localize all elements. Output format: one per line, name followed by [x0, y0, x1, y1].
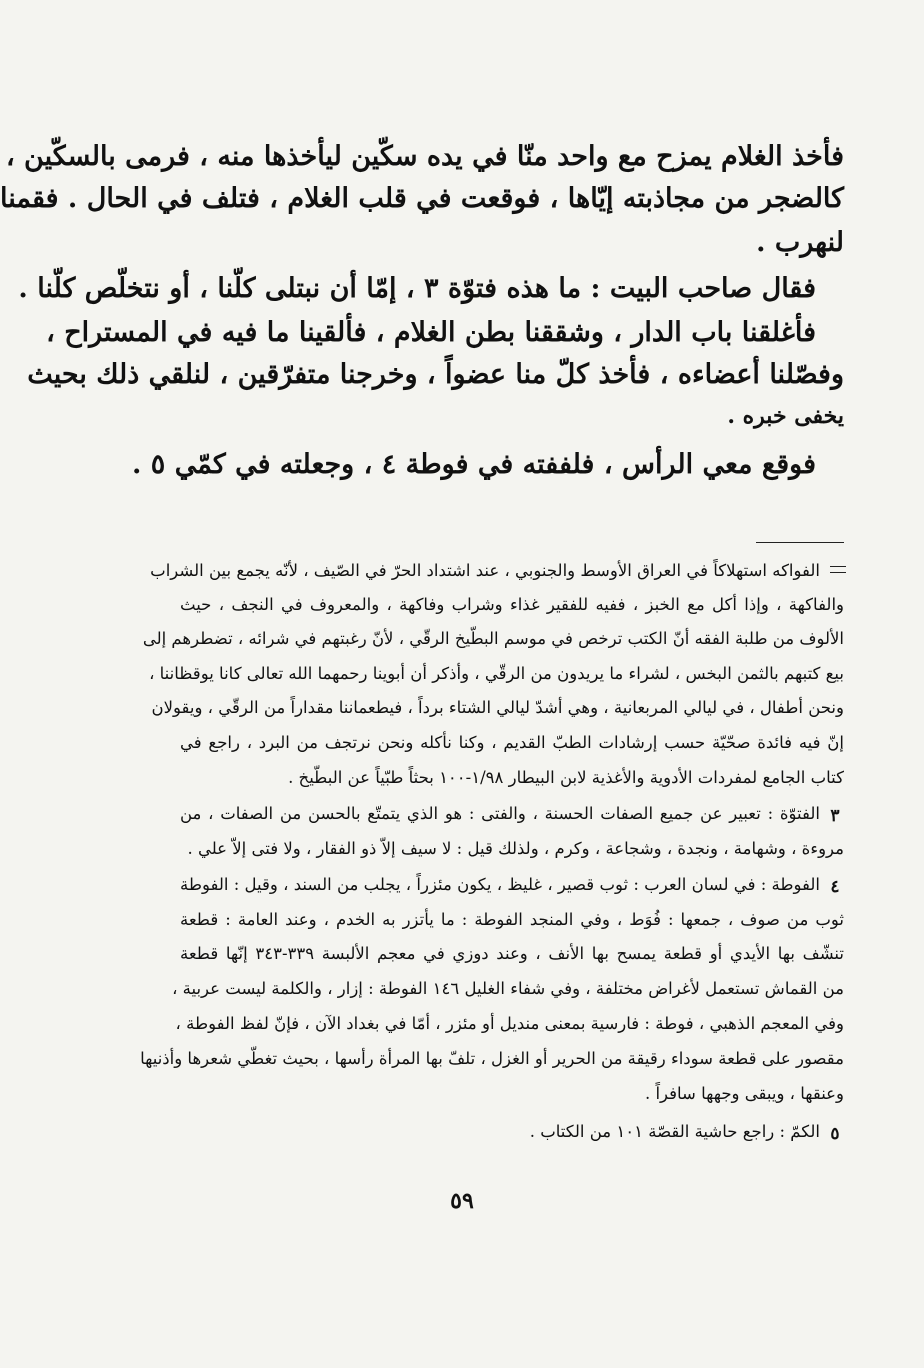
- footnote-separator: [756, 542, 844, 543]
- main-text-line: كالضجر من مجاذبته إيّاها ، فوقعت في قلب الغلام ، فتلف في الحال . فقمنا: [0, 183, 844, 214]
- main-text-line: فأغلقنا باب الدار ، وشققنا بطن الغلام ، فألقينا ما فيه في المستراح ،: [46, 317, 816, 348]
- footnote-line: الألوف من طلبة الفقه أنّ الكتب ترخص في موسم البطّيخ الرقّي ، لأنّ رغبتهم في شرائه ، تضطرهم إلى: [142, 629, 844, 648]
- footnote-line: كتاب الجامع لمفردات الأدوية والأغذية لابن البيطار ١/٩٨-١٠٠ بحثاً طبّياً عن البطّيخ .: [288, 768, 844, 787]
- main-text-line: فقال صاحب البيت : ما هذه فتوّة ٣ ، إمّا أن نبتلى كلّنا ، أو نتخلّص كلّنا .: [18, 273, 816, 304]
- footnote-line: من القماش تستعمل لأغراض مختلفة ، وفي شفاء الغليل ١٤٦ الفوطة : إزار ، والكلمة ليست عربية ،: [172, 979, 844, 998]
- footnote-line: الكمّ : راجع حاشية القصّة ١٠١ من الكتاب .: [529, 1122, 820, 1141]
- footnote-line: الفواكه استهلاكاً في العراق الأوسط والجنوبي ، عند اشتداد الحرّ في الصّيف ، لأنّه يجمع بين الشراب: [150, 561, 820, 580]
- footnote-line: بيع كتبهم بالثمن البخس ، لشراء ما يريدون من الرقّي ، وأذكر أن أبوينا رحمهما الله تعالى كانا يوقظاننا ،: [149, 664, 844, 683]
- footnote-line: الفوطة : في لسان العرب : ثوب قصير ، غليظ ، يكون مئزراً ، يجلب من السند ، وقيل : الفوطة: [180, 875, 820, 894]
- footnote-line: ونحن أطفال ، في ليالي المربعانية ، وهي أشدّ ليالي الشتاء برداً ، فيطعماننا مقداراً من الرقّي ، ويقولان: [151, 698, 844, 717]
- footnote-line: مروءة ، وشهامة ، ونجدة ، وشجاعة ، وكرم ، ولذلك قيل : لا سيف إلاّ ذو الفقار ، ولا فتى إلاّ علي .: [187, 839, 844, 858]
- footnote-line: الفتوّة : تعبير عن جميع الصفات الحسنة ، والفتى : هو الذي يتمتّع بالحسن من الصفات ، من: [180, 804, 820, 823]
- footnote-line: والفاكهة ، وإذا أكل مع الخبز ، ففيه للفقير غذاء وشراب وفاكهة ، والمعروف في النجف ، حيث: [180, 595, 844, 614]
- main-text-line: فأخذ الغلام يمزح مع واحد منّا في يده سكّين ليأخذها منه ، فرمى بالسكّين ،: [5, 141, 844, 172]
- footnote-number: ٣: [830, 806, 840, 826]
- footnote-continuation-mark: [830, 572, 846, 573]
- footnote-line: وفي المعجم الذهبي ، فوطة : فارسية بمعنى منديل أو مئزر ، أمّا في بغداد الآن ، فإنّ لفظ الفوطة ،: [175, 1014, 844, 1033]
- main-text-line: لنهرب .: [756, 227, 844, 258]
- footnote-continuation-mark: [830, 566, 846, 567]
- footnote-line: إنّ فيه فائدة صحّيّة حسب إرشادات الطبّ القديم ، وكنا نأكله ونحن نرتجف من البرد ، راجع في: [180, 733, 844, 752]
- footnote-line: تنشّف بها الأيدي أو قطعة يمسح بها الأنف ، وعند دوزي في معجم الألبسة ٣٣٩-٣٤٣ إنّها قطعة: [180, 944, 844, 963]
- footnote-number: ٤: [830, 877, 840, 897]
- footnote-line: مقصور على قطعة سوداء رقيقة من الحرير أو الغزل ، تلفّ بها المرأة رأسها ، بحيث تغطّي شعرها وأذنيها: [140, 1049, 844, 1068]
- main-text-line: فوقع معي الرأس ، فلففته في فوطة ٤ ، وجعلته في كمّي ٥ .: [131, 449, 816, 480]
- page-number: ٥٩: [450, 1188, 474, 1214]
- main-text-line: وفصّلنا أعضاءه ، فأخذ كلّ منا عضواً ، وخرجنا متفرّقين ، لنلقي ذلك بحيث: [27, 359, 844, 390]
- footnote-line: ثوب من صوف ، جمعها : فُوَط ، وفي المنجد الفوطة : ما يأتزر به الخدم ، وعند العامة : قطعة: [180, 910, 844, 929]
- footnote-line: وعنقها ، ويبقى وجهها سافراً .: [644, 1084, 844, 1103]
- footnote-number: ٥: [830, 1124, 840, 1144]
- main-text-line: يخفى خبره .: [727, 403, 844, 429]
